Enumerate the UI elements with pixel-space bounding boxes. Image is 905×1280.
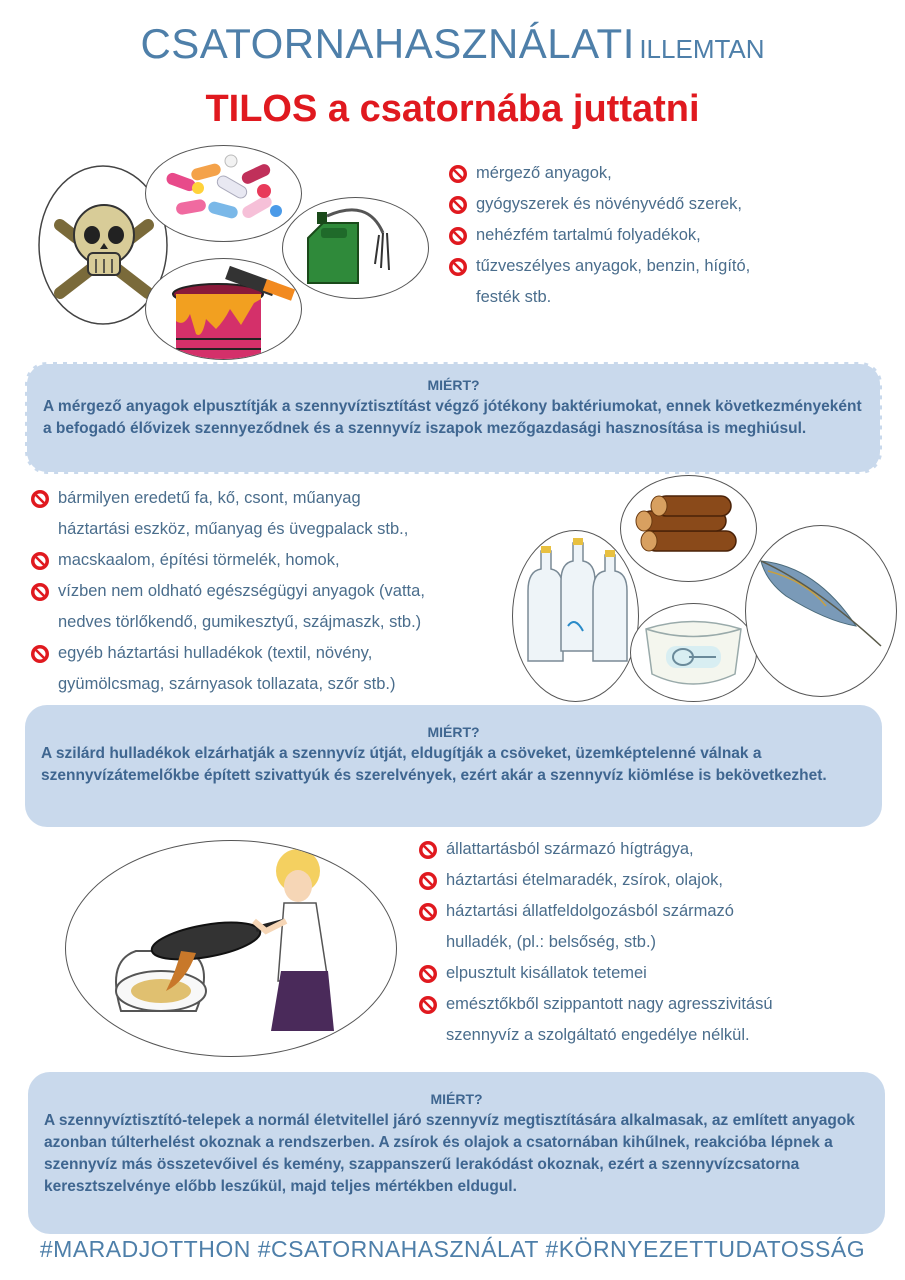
list-item-continuation: szennyvíz a szolgáltató engedélye nélkül.	[446, 1026, 750, 1044]
why-heading: MIÉRT?	[430, 1091, 483, 1107]
list-item-text: mérgező anyagok,	[476, 164, 612, 182]
list-item	[418, 989, 888, 1051]
no-entry-icon	[418, 840, 438, 860]
no-entry-icon	[30, 489, 50, 509]
frying-pan-toilet-icon	[66, 841, 396, 1056]
no-entry-icon	[418, 995, 438, 1015]
feather-icon	[746, 526, 896, 696]
list-item	[448, 220, 888, 251]
why-text: A szennyvíztisztító-telepek a normál életvitellel járó szennyvíz megtisztítására alkalmasak, az említett anyagok azonban túlterhelést okoznak a rendszerben. A zsírok és olajok a csatornában kihűlnek, reakcióba lépnek a szennyvíz más összetevőivel és kemény, szappanszerű lerakódást okoznak, ezért a szennyvízcsatorna keresztszelvénye előbb leszűkül, majd teljes mértékben eldugul.	[44, 1112, 855, 1195]
page-title	[0, 20, 905, 68]
list-item-text: emésztőkből szippantott nagy agresszivitású	[446, 995, 773, 1013]
no-entry-icon	[30, 644, 50, 664]
paint-image	[145, 258, 302, 360]
no-entry-icon	[448, 195, 468, 215]
section3-list	[418, 834, 888, 1051]
why-heading: MIÉRT?	[427, 724, 480, 740]
jerrycan-image	[282, 197, 429, 299]
no-entry-icon	[448, 257, 468, 277]
list-item-text: állattartásból származó hígtrágya,	[446, 840, 694, 858]
bottles-image	[512, 530, 639, 702]
list-item	[448, 251, 888, 313]
feather-image	[745, 525, 897, 697]
no-entry-icon	[448, 226, 468, 246]
why-text: A szilárd hulladékok elzárhatják a szennyvíz útját, eldugítják a csöveket, üzemképtelenné válnak a szennyvízátemelőkbe épített szivattyúk és szerelvények, ezért akár a szennyvíz kiömlése is bekövetkezhet.	[41, 745, 827, 784]
why-box-1	[25, 362, 882, 474]
footer-hashtags: #MARADJOTTHON #CSATORNAHASZNÁLAT #KÖRNYEZETTUDATOSSÁG	[39, 1236, 866, 1262]
list-item	[30, 483, 520, 545]
title-suffix: ILLEMTAN	[639, 34, 765, 64]
list-item-continuation: háztartási eszköz, műanyag és üvegpalack stb.,	[58, 520, 409, 538]
frying-pan-image	[65, 840, 397, 1057]
list-item	[418, 865, 888, 896]
page-subtitle: TILOS a csatornába juttatni	[205, 88, 700, 130]
jerrycan-icon	[283, 198, 428, 298]
list-item-continuation: hulladék, (pl.: belsőség, stb.)	[446, 933, 657, 951]
no-entry-icon	[448, 164, 468, 184]
diaper-image	[630, 603, 757, 702]
list-item	[448, 158, 888, 189]
list-item	[418, 958, 888, 989]
pills-image	[145, 145, 302, 242]
list-item-text: egyéb háztartási hulladékok (textil, növény,	[58, 644, 373, 662]
list-item-text: háztartási ételmaradék, zsírok, olajok,	[446, 871, 723, 889]
no-entry-icon	[30, 582, 50, 602]
why-heading: MIÉRT?	[427, 377, 480, 393]
list-item-text: bármilyen eredetű fa, kő, csont, műanyag	[58, 489, 361, 507]
why-box-2	[25, 705, 882, 827]
why-text: A mérgező anyagok elpusztítják a szennyvíztisztítást végző jótékony baktériumokat, ennek következményeként a befogadó élővizek szennyeződnek és a szennyvíz iszapok mezőgazdasági hasznosítása is meghiúsul.	[43, 398, 862, 437]
section2-list	[30, 483, 520, 700]
list-item	[30, 576, 520, 638]
no-entry-icon	[418, 902, 438, 922]
no-entry-icon	[30, 551, 50, 571]
list-item-continuation: festék stb.	[476, 288, 552, 306]
list-item-continuation: gyümölcsmag, szárnyasok tollazata, szőr stb.)	[58, 675, 396, 693]
list-item	[418, 834, 888, 865]
list-item-text: háztartási állatfeldolgozásból származó	[446, 902, 734, 920]
list-item-text: gyógyszerek és növényvédő szerek,	[476, 195, 742, 213]
list-item	[448, 189, 888, 220]
why-box-3	[28, 1072, 885, 1234]
logs-image	[620, 475, 757, 582]
list-item-text: vízben nem oldható egészségügyi anyagok (vatta,	[58, 582, 425, 600]
no-entry-icon	[418, 871, 438, 891]
list-item-text: nehézfém tartalmú folyadékok,	[476, 226, 701, 244]
logs-icon	[621, 476, 756, 581]
title-main: CSATORNAHASZNÁLATI	[140, 20, 635, 67]
bottles-icon	[513, 531, 638, 701]
list-item	[418, 896, 888, 958]
section1-list	[448, 158, 888, 313]
diaper-icon	[631, 604, 756, 701]
list-item	[30, 638, 520, 700]
list-item	[30, 545, 520, 576]
paint-can-icon	[146, 259, 301, 359]
list-item-text: elpusztult kisállatok tetemei	[446, 964, 647, 982]
pills-icon	[146, 146, 301, 241]
list-item-continuation: nedves törlőkendő, gumikesztyű, szájmaszk, stb.)	[58, 613, 422, 631]
no-entry-icon	[418, 964, 438, 984]
list-item-text: macskaalom, építési törmelék, homok,	[58, 551, 340, 569]
list-item-text: tűzveszélyes anyagok, benzin, hígító,	[476, 257, 751, 275]
